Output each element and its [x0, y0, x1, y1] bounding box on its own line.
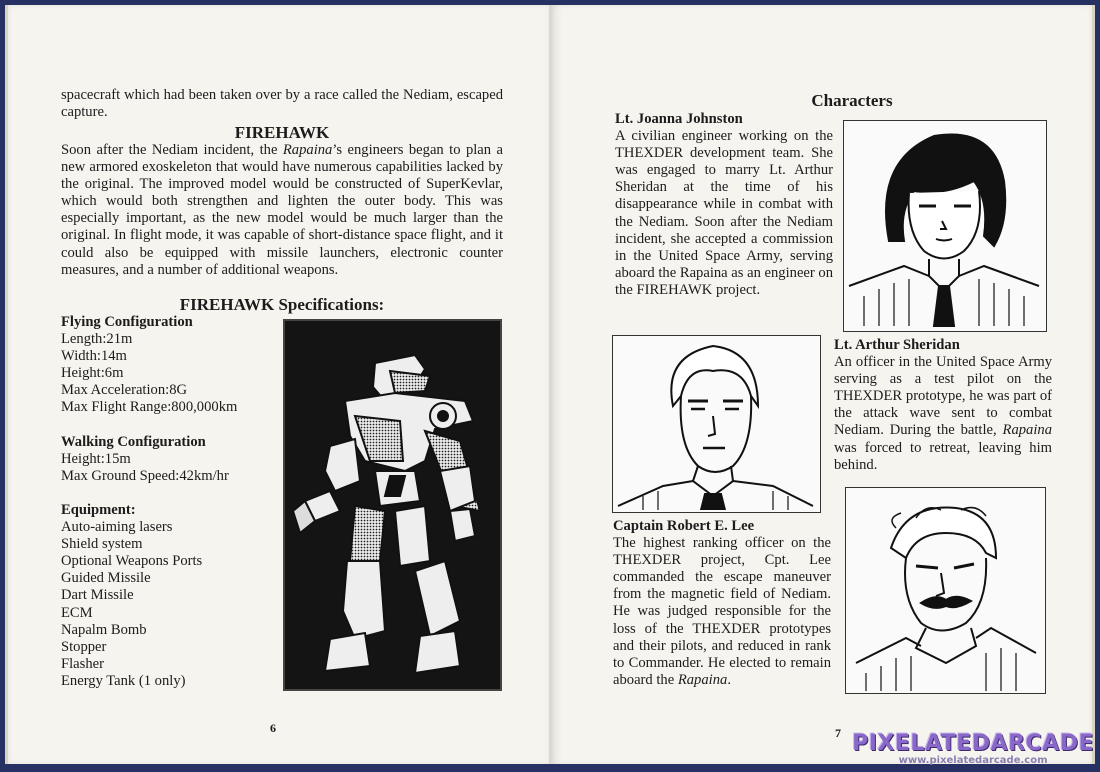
equipment-item: Napalm Bomb: [61, 621, 147, 638]
character-name: Captain Robert E. Lee: [613, 518, 755, 534]
firehawk-heading: FIREHAWK: [234, 123, 330, 142]
spec-item: Max Ground Speed:42km/hr: [61, 468, 229, 485]
equipment-item: Dart Missile: [61, 587, 134, 604]
character-bio-end: was forced to retreat, leaving him behind.: [834, 439, 1052, 473]
character-bio: An officer in the United Space Army serving as a test pilot on the THEXDER prototype, he was part of the attack wave sent to combat Nediam. During the battle,: [834, 354, 1052, 439]
equipment-item: Stopper: [61, 638, 107, 655]
watermark-url: www.pixelatedarcade.com: [898, 755, 1048, 766]
character-joanna: [615, 111, 833, 299]
character-arthur: [834, 337, 1052, 474]
equipment-title: Equipment:: [61, 502, 136, 518]
firehawk-text-italic: Rapaina: [282, 142, 333, 158]
equipment-item: Flasher: [61, 655, 104, 672]
characters-heading: Characters: [811, 91, 893, 110]
flying-config: [61, 314, 291, 417]
portrait-young-man-icon: [613, 336, 818, 510]
watermark-logo: PIXELATEDARCADE: [852, 731, 1094, 756]
spec-item: Height:6m: [61, 365, 124, 382]
equipment-item: Shield system: [61, 536, 143, 553]
left-page: [5, 5, 550, 764]
character-bio: A civilian engineer working on the THEXDER development team. She was engaged to marry Lt. Arthur Sheridan at the time of his disappearance while in combat with the Nediam. Soon after the Nediam incident, she accepted a commission in the United Space Army, serving aboard the Rapaina as an engineer on the FIREHAWK project.: [615, 128, 834, 298]
character-bio-italic: Rapaina: [1002, 422, 1052, 439]
character-bio-italic: Rapaina: [677, 671, 728, 688]
portrait-older-man-icon: [846, 488, 1043, 691]
firehawk-text-2: ’s engineers began to plan a new armored exoskeleton that would have numerous capabilities lacked by the original. The improved model would be constructed of SuperKevlar, which would both strengthen and lighten the outer body. This was especially important, as the new model would be much larger than the original. In flight mode, it was capable of short-distance space flight, and it could also be equipped with missile launchers, electronic counter measures, and a number of additional weapons.: [61, 142, 504, 278]
joanna-portrait: [843, 120, 1047, 332]
right-page: [552, 5, 1095, 764]
arthur-portrait: [612, 335, 821, 513]
character-bio-end: .: [727, 671, 731, 688]
equipment-item: Auto-aiming lasers: [61, 519, 173, 536]
character-bio: The highest ranking officer on the THEXDER project, Cpt. Lee commanded the escape maneuver from the magnetic field of Nediam. He was judged responsible for the loss of the THEXDER prototypes and their pilots, and reduced in rank to Commander. He elected to remain aboard the: [613, 535, 831, 688]
walking-config-title: Walking Configuration: [61, 434, 206, 450]
character-name: Lt. Joanna Johnston: [615, 111, 743, 127]
lee-portrait: [845, 487, 1046, 694]
portrait-woman-icon: [844, 121, 1044, 329]
spec-item: Max Acceleration:8G: [61, 382, 188, 399]
equipment-item: Energy Tank (1 only): [61, 672, 186, 689]
spec-item: Height:15m: [61, 451, 131, 468]
spec-item: Max Flight Range:800,000km: [61, 399, 238, 416]
robot-icon: [285, 321, 500, 689]
flying-config-title: Flying Configuration: [61, 314, 193, 330]
equipment-item: Guided Missile: [61, 570, 151, 587]
character-name: Lt. Arthur Sheridan: [834, 337, 960, 353]
character-lee: [613, 518, 831, 689]
firehawk-paragraph: [61, 142, 503, 279]
spec-item: Width:14m: [61, 348, 127, 365]
firehawk-robot-illustration: [283, 319, 502, 691]
walking-config: [61, 434, 291, 485]
intro-paragraph: spacecraft which had been taken over by a race called the Nediam, escaped capture.: [61, 87, 503, 121]
firehawk-text-1: Soon after the Nediam incident, the: [61, 142, 283, 158]
watermark: [852, 733, 1094, 766]
equipment-item: Optional Weapons Ports: [61, 553, 203, 570]
equipment-item: ECM: [61, 604, 93, 621]
page-number-right: 7: [835, 726, 841, 740]
page-number-left: 6: [270, 721, 276, 735]
specs-heading: FIREHAWK Specifications:: [179, 295, 385, 314]
equipment-list: [61, 502, 291, 690]
spec-item: Length:21m: [61, 331, 133, 348]
intro-text: [61, 87, 503, 121]
